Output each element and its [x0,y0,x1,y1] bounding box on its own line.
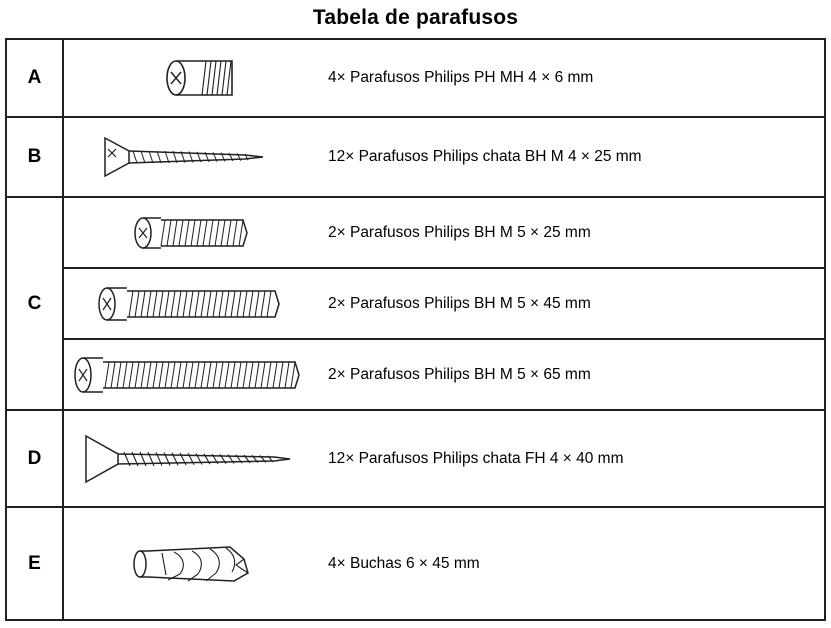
table-subrow [64,118,824,196]
screw-pan-head-short-icon [64,48,326,108]
screw-pan-head-25mm-icon [64,207,326,259]
table-subrow [64,269,824,340]
table-row [7,40,824,118]
screw-pan-head-45mm-icon [64,278,326,330]
table-row [7,508,824,619]
row-letter: E [7,508,64,619]
row-content [64,40,824,116]
row-content [64,411,824,506]
table-row [7,198,824,411]
page-title: Tabela de parafusos [312,6,519,29]
table-row [7,411,824,508]
item-label: 4× Buchas 6 × 45 mm [328,554,480,572]
item-label: 2× Parafusos Philips BH M 5 × 45 mm [328,294,591,312]
row-letter: A [7,40,64,116]
row-letter: B [7,118,64,196]
item-label: 12× Parafusos Philips chata FH 4 × 40 mm [328,449,624,467]
table-subrow [64,40,824,116]
screw-flat-head-tapered-icon [64,128,326,186]
table-subrow [64,340,824,409]
table-subrow [64,198,824,269]
item-label: 4× Parafusos Philips PH MH 4 × 6 mm [328,69,594,87]
item-label: 2× Parafusos Philips BH M 5 × 65 mm [328,365,591,383]
row-content [64,118,824,196]
wall-plug-anchor-icon [64,531,326,597]
row-content [64,508,824,619]
table-subrow [64,411,824,506]
table-row [7,118,824,198]
table-subrow [64,508,824,619]
item-label: 12× Parafusos Philips chata BH M 4 × 25 mm [328,148,642,166]
screw-table [5,38,826,621]
row-letter: C [7,198,64,409]
item-label: 2× Parafusos Philips BH M 5 × 25 mm [328,223,591,241]
row-letter: D [7,411,64,506]
row-content [64,198,824,409]
screw-pan-head-65mm-icon [64,349,326,401]
screw-flat-head-wood-icon [64,428,326,490]
